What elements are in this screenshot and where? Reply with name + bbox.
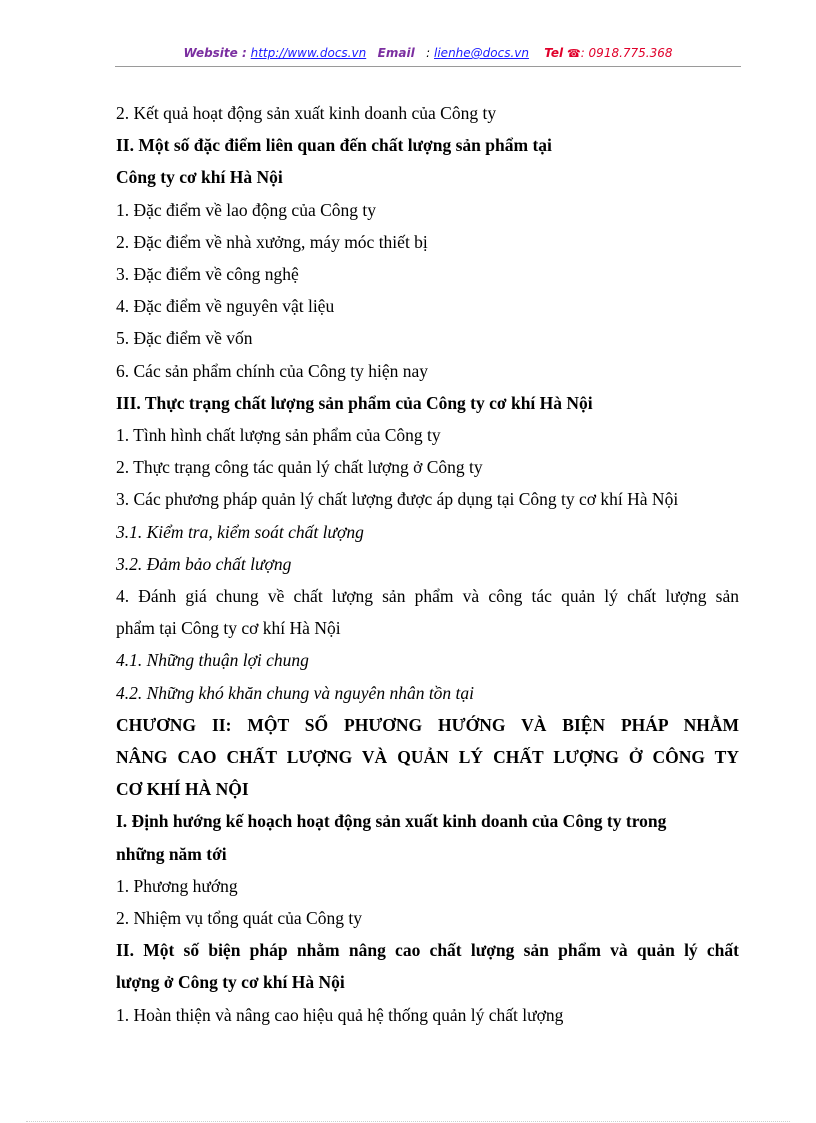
phone-icon: ☎ (566, 47, 581, 60)
toc-item: 2. Đặc điểm về nhà xưởng, máy móc thiết bị (116, 231, 428, 252)
toc-section-heading: II. Một số biện pháp nhằm nâng cao chất lượng sản phẩm và quản lý chất (116, 940, 739, 961)
toc-item: 2. Nhiệm vụ tổng quát của Công ty (116, 908, 362, 929)
chapter-heading: CHƯƠNG II: MỘT SỐ PHƯƠNG HƯỚNG VÀ BIỆN PHÁP NHẰM (116, 714, 739, 735)
toc-item: phẩm tại Công ty cơ khí Hà Nội (116, 618, 341, 639)
toc-subitem: 3.1. Kiểm tra, kiểm soát chất lượng (116, 521, 364, 542)
email-label: Email (377, 46, 415, 60)
toc-subitem: 4.1. Những thuận lợi chung (116, 650, 309, 671)
toc-item: 1. Đặc điểm về lao động của Công ty (116, 199, 377, 220)
toc-item: 1. Hoàn thiện và nâng cao hiệu quả hệ thống quản lý chất lượng (116, 1004, 564, 1025)
toc-item: 6. Các sản phẩm chính của Công ty hiện nay (116, 360, 429, 381)
header-divider (115, 66, 741, 67)
toc-item: 1. Tình hình chất lượng sản phẩm của Công ty (116, 425, 441, 446)
page-header (115, 46, 741, 60)
chapter-heading: CƠ KHÍ HÀ NỘI (116, 779, 249, 800)
toc-section-heading: I. Định hướng kế hoạch hoạt động sản xuất kinh doanh của Công ty trong (116, 811, 667, 832)
email-separator: : (426, 46, 431, 60)
toc-section-heading: những năm tới (116, 843, 227, 864)
page-bottom-border (26, 1121, 790, 1122)
toc-item: 5. Đặc điểm về vốn (116, 328, 253, 349)
email-link[interactable]: lienhe@docs.vn (434, 46, 529, 60)
toc-item: 2. Thực trạng công tác quản lý chất lượng ở Công ty (116, 457, 483, 478)
toc-subitem: 3.2. Đảm bảo chất lượng (116, 553, 292, 574)
table-of-contents (116, 97, 739, 1031)
toc-section-heading: Công ty cơ khí Hà Nội (116, 167, 283, 188)
toc-section-heading: lượng ở Công ty cơ khí Hà Nội (116, 972, 345, 993)
website-label: Website : (183, 46, 247, 60)
tel-value: : 0918.775.368 (580, 46, 673, 60)
toc-item: 3. Các phương pháp quản lý chất lượng được áp dụng tại Công ty cơ khí Hà Nội (116, 489, 679, 510)
website-link[interactable]: http://www.docs.vn (250, 46, 367, 60)
toc-item: 2. Kết quả hoạt động sản xuất kinh doanh của Công ty (116, 103, 497, 123)
toc-subitem: 4.2. Những khó khăn chung và nguyên nhân tồn tại (116, 682, 475, 703)
toc-item: 1. Phương hướng (116, 875, 238, 896)
chapter-heading: NÂNG CAO CHẤT LƯỢNG VÀ QUẢN LÝ CHẤT LƯỢNG Ở CÔNG TY (116, 747, 739, 768)
toc-section-heading: III. Thực trạng chất lượng sản phẩm của Công ty cơ khí Hà Nội (116, 392, 593, 413)
tel-label: Tel (544, 46, 564, 60)
toc-item: 3. Đặc điểm về công nghệ (116, 264, 299, 285)
toc-item: 4. Đặc điểm về nguyên vật liệu (116, 296, 335, 317)
toc-item: 4. Đánh giá chung về chất lượng sản phẩm và công tác quản lý chất lượng sản (116, 586, 739, 607)
toc-section-heading: II. Một số đặc điểm liên quan đến chất lượng sản phẩm tại (116, 135, 552, 156)
